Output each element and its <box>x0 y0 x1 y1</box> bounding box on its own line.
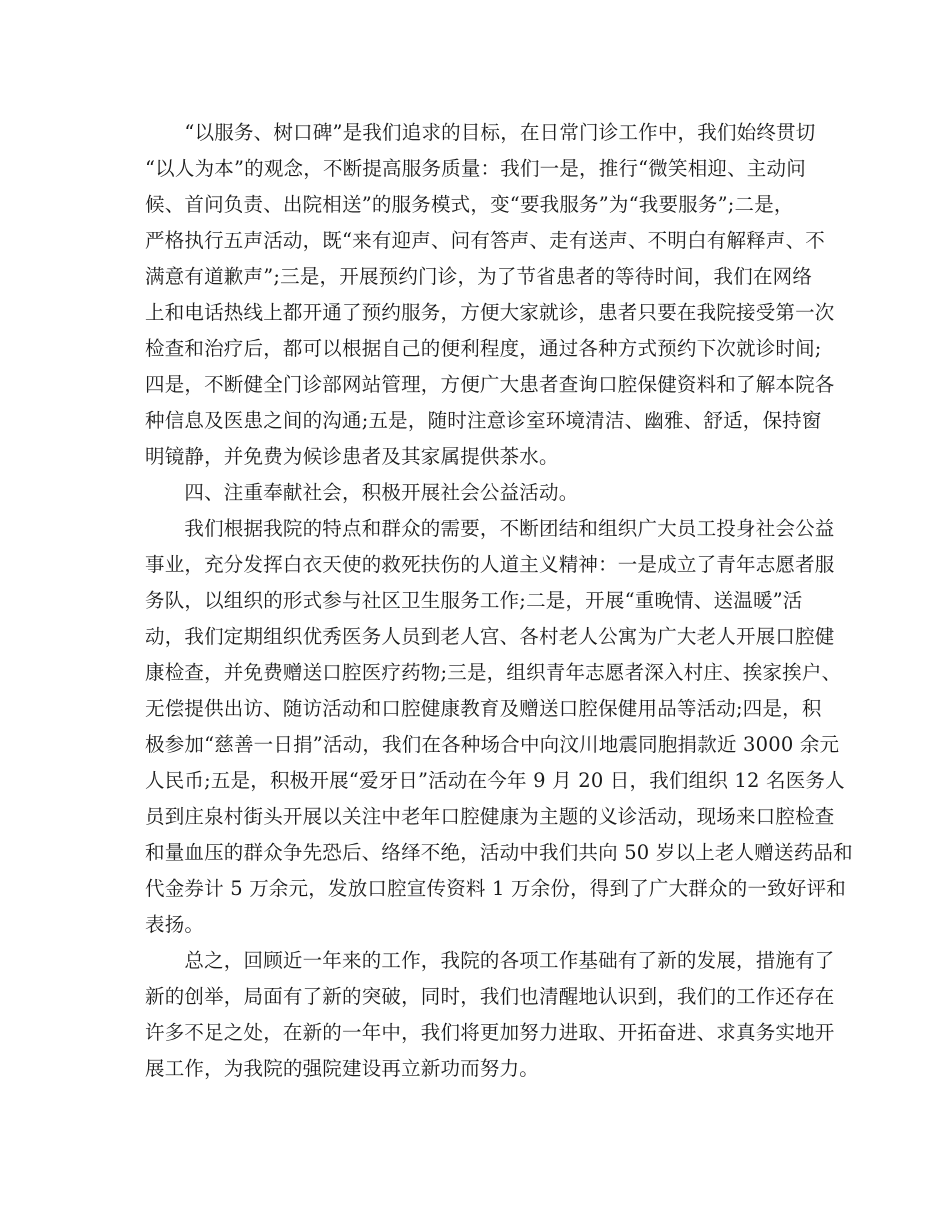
text-line: 种信息及医患之间的沟通;五是，随时注意诊室环境清洁、幽雅、舒适，保持窗 <box>145 409 822 432</box>
text-line: 员到庄泉村街头开展以关注中老年口腔健康为主题的义诊活动，现场来口腔检查 <box>145 805 835 828</box>
text-line: 许多不足之处，在新的一年中，我们将更加努力进取、开拓奋进、求真务实地开 <box>145 1021 835 1044</box>
text-line: 人民币;五是，积极开展“爱牙日”活动在今年 9 月 20 日，我们组织 12 名医务人 <box>145 769 845 792</box>
text-line: 满意有道歉声”;三是，开展预约门诊，为了节省患者的等待时间，我们在网络 <box>145 265 813 288</box>
text-line: 无偿提供出访、随访活动和口腔健康教育及赠送口腔保健用品等活动;四是，积 <box>145 697 822 720</box>
text-line: 检查和治疗后，都可以根据自己的便利程度，通过各种方式预约下次就诊时间; <box>145 337 822 360</box>
text-line: 新的创举，局面有了新的突破，同时，我们也清醒地认识到，我们的工作还存在 <box>145 985 835 1008</box>
text-line: 总之，回顾近一年来的工作，我院的各项工作基础有了新的发展，措施有了 <box>145 949 835 972</box>
text-line: 上和电话热线上都开通了预约服务，方便大家就诊，患者只要在我院接受第一次 <box>145 301 835 324</box>
text-line: 严格执行五声活动，既“来有迎声、问有答声、走有送声、不明白有解释声、不 <box>145 229 825 252</box>
text-line: 明镜静，并免费为候诊患者及其家属提供茶水。 <box>145 445 559 468</box>
text-line: 我们根据我院的特点和群众的需要，不断团结和组织广大员工投身社会公益 <box>145 517 835 540</box>
text-line: 和量血压的群众争先恐后、络绎不绝，活动中我们共向 50 岁以上老人赠送药品和 <box>145 841 853 864</box>
text-line: “以人为本”的观念，不断提高服务质量：我们一是，推行“微笑相迎、主动问 <box>145 157 806 180</box>
section-heading: 四、注重奉献社会，积极开展社会公益活动。 <box>145 481 579 504</box>
text-line: 务队，以组织的形式参与社区卫生服务工作;二是，开展“重晚情、送温暖”活 <box>145 589 803 612</box>
text-line: 动，我们定期组织优秀医务人员到老人宫、各村老人公寓为广大老人开展口腔健 <box>145 625 835 648</box>
text-line: 四是，不断健全门诊部网站管理，方便广大患者查询口腔保健资料和了解本院各 <box>145 373 835 396</box>
text-line: 事业，充分发挥白衣天使的救死扶伤的人道主义精神：一是成立了青年志愿者服 <box>145 553 835 576</box>
text-line: 极参加“慈善一日捐”活动，我们在各种场合中向汶川地震同胞捐款近 3000 余元 <box>145 733 840 756</box>
text-line: 代金券计 5 万余元，发放口腔宣传资料 1 万余份，得到了广大群众的一致好评和 <box>145 877 846 900</box>
text-line: 展工作，为我院的强院建设再立新功而努力。 <box>145 1057 540 1080</box>
text-line: 康检查，并免费赠送口腔医疗药物;三是，组织青年志愿者深入村庄、挨家挨户、 <box>145 661 842 684</box>
text-line: 表扬。 <box>145 913 205 936</box>
text-line: “以服务、树口碑”是我们追求的目标，在日常门诊工作中，我们始终贯切 <box>145 121 816 144</box>
text-line: 候、首问负责、出院相送”的服务模式，变“要我服务”为“我要服务”;二是， <box>145 193 794 216</box>
